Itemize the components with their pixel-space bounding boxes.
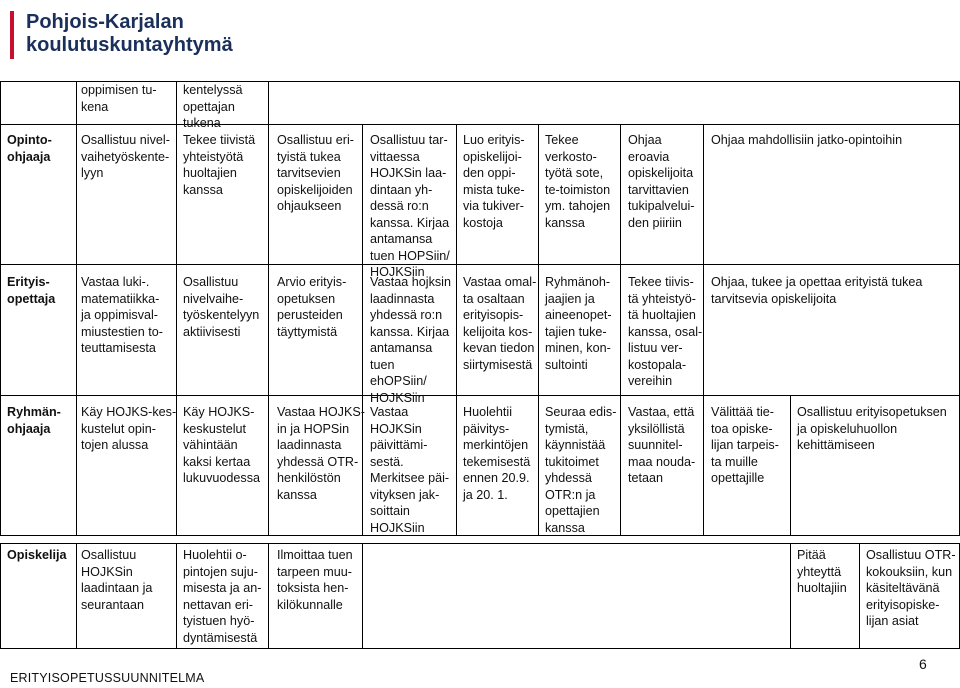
table-cell: Osallistuu tar- vittaessa HOJKSin laa- dintaan yh- dessä ro:n kanssa. Kirjaa antamansa tuen HOPSiin/ HOJKSiin <box>370 133 450 279</box>
logo-text-line1: Pohjois-Karjalan <box>26 11 184 33</box>
table-cell: Käy HOJKS-kes- kustelut opin- tojen alussa <box>81 405 177 452</box>
table2-col-divider <box>76 543 77 649</box>
table-col-divider <box>538 124 539 536</box>
row-header-erityisopettaja: Erityis- opettaja <box>7 275 56 306</box>
table-cell: Osallistuu eri- tyistä tukea tarvitsevien opiskelijoiden ohjaukseen <box>277 133 354 213</box>
table-divider <box>0 264 960 265</box>
table-cell: Osallistuu nivel- vaihetyöskente- lyyn <box>81 133 170 180</box>
table2-col-divider <box>0 543 1 649</box>
table-col-divider <box>790 395 791 536</box>
table-cell: Huolehtii o- pintojen suju- misesta ja an- nettavan eri- tyistuen hyö- dyntämisestä <box>183 548 262 645</box>
table-cell: Käy HOJKS- keskustelut vähintään kaksi kertaa lukuvuodessa <box>183 405 261 485</box>
table-col-divider <box>456 124 457 536</box>
table-cell: Luo erityis- opiskelijoi- den oppi- mista tuke- via tukiver- kostoja <box>463 133 525 230</box>
table-divider <box>0 124 960 125</box>
table2-border-top <box>0 543 960 544</box>
table2-col-divider <box>790 543 791 649</box>
table2-col-divider <box>176 543 177 649</box>
table-cell: Ohjaa mahdollisiin jatko-opintoihin <box>711 133 903 147</box>
table-col-divider <box>176 81 177 536</box>
table-cell: oppimisen tu- kena <box>81 83 157 114</box>
table-cell: Ryhmänoh- jaajien ja aineenopet- tajien tuke- minen, kon- sultointi <box>545 275 612 372</box>
document-title-footer: ERITYISOPETUSSUUNNITELMA <box>10 671 205 685</box>
table-cell: Osallistuu nivelvaihe- työskentelyyn aktiivisesti <box>183 275 260 339</box>
table2-col-divider <box>859 543 860 649</box>
table-cell: Seuraa edis- tymistä, käynnistää tukitoimet yhdessä OTR:n ja opettajien kanssa <box>545 405 617 535</box>
table-cell: Ilmoittaa tuen tarpeen muu- toksista hen- kilökunnalle <box>277 548 353 612</box>
table-cell: Vastaa, että yksilöllistä suunnitel- maa nouda- tetaan <box>628 405 696 485</box>
table-divider <box>0 395 960 396</box>
organization-logo <box>10 11 250 61</box>
table-cell: kentelyssä opettajan tukena <box>183 83 243 130</box>
table-cell: Ohjaa, tukee ja opettaa erityistä tukea tarvitsevia opiskelijoita <box>711 275 923 306</box>
table-cell: Vastaa HOJKS- in ja HOPSin laadinnasta yhdessä OTR- henkilöstön kanssa <box>277 405 365 502</box>
table-cell: Vastaa luki-. matematiikka- ja oppimisval- miustestien to- teuttamisesta <box>81 275 163 355</box>
row-header-ryhmanohjaaja: Ryhmän- ohjaaja <box>7 405 61 436</box>
row-header-opiskelija: Opiskelija <box>7 548 67 562</box>
table-cell: Vastaa HOJKSin päivittämi- sestä. Merkitsee päi- vityksen jak- soittain HOJKSiin <box>370 405 450 535</box>
page-number: 6 <box>919 656 927 672</box>
table-cell: Osallistuu OTR- kokouksiin, kun käsiteltävänä erityisopiske- lijan asiat <box>866 548 956 628</box>
table-cell: Välittää tie- toa opiske- lijan tarpeis- ta muille opettajille <box>711 405 779 485</box>
table-cell: Vastaa omal- ta osaltaan erityisopis- kelijoita kos- kevan tiedon siirtymisestä <box>463 275 537 372</box>
table-cell: Huolehtii päivitys- merkintöjen tekemisestä ennen 20.9. ja 20. 1. <box>463 405 531 502</box>
table-border-bottom <box>0 535 960 536</box>
table-cell: Ohjaa eroavia opiskelijoita tarvittavien tukipalvelui- den piiriin <box>628 133 695 230</box>
table-cell: Osallistuu erityisopetuksen ja opiskeluhuollon kehittämiseen <box>797 405 947 452</box>
table-cell: Tekee tiivistä yhteistyötä huoltajien kanssa <box>183 133 256 197</box>
table-col-divider <box>0 81 1 536</box>
table-cell: Osallistuu HOJKSin laadintaan ja seurantaan <box>81 548 153 612</box>
table-cell: Tekee verkosto- työtä sote, te-toimiston ym. tahojen kanssa <box>545 133 611 230</box>
table2-col-divider <box>268 543 269 649</box>
table2-border-bottom <box>0 648 960 649</box>
table2-col-divider <box>362 543 363 649</box>
table-col-divider <box>620 124 621 536</box>
table-col-divider <box>76 81 77 536</box>
table-cell: Tekee tiivis- tä yhteistyö- tä huoltajien kanssa, osal- listuu ver- kostopala- vereihin <box>628 275 703 388</box>
table-cell: Arvio erityis- opetuksen perusteiden täyttymistä <box>277 275 347 339</box>
row-header-opinto-ohjaaja: Opinto- ohjaaja <box>7 133 52 164</box>
logo-accent-bar <box>10 11 14 59</box>
table-cell: Vastaa hojksin laadinnasta yhdessä ro:n kanssa. Kirjaa antamansa tuen ehOPSiin/ HOJKSiin <box>370 275 451 405</box>
logo-text-line2: koulutuskuntayhtymä <box>26 34 233 56</box>
table-cell: Pitää yhteyttä huoltajiin <box>797 548 847 595</box>
table-col-divider <box>703 124 704 536</box>
table-col-divider <box>268 81 269 536</box>
